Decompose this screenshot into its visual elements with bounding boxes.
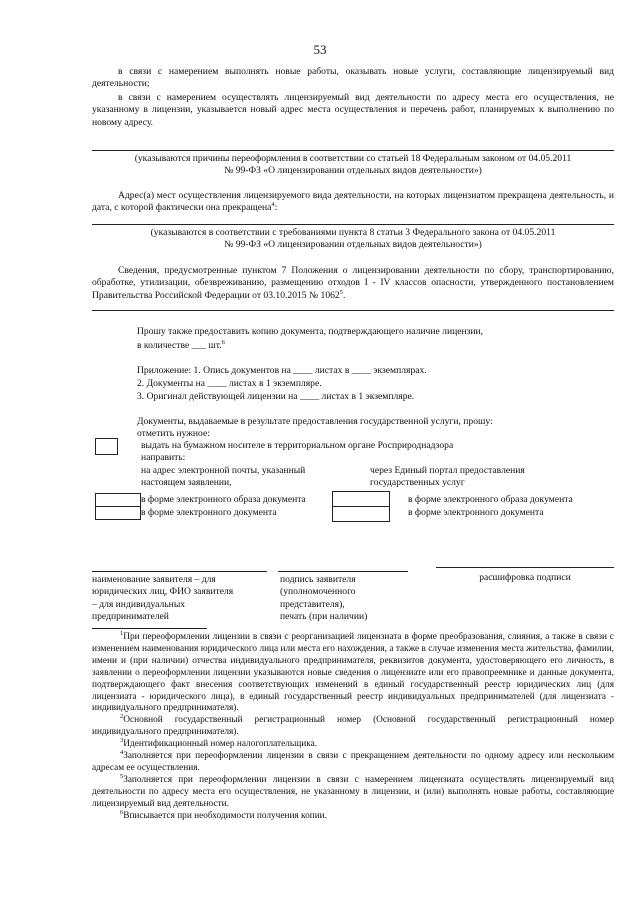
attachment-1: Приложение: 1. Опись документов на ____ листах в ____ экземплярах.	[137, 365, 427, 376]
footnote-6	[92, 808, 614, 823]
copy-request-qty: в количестве ___ шт.	[137, 340, 222, 351]
footnote-ref-6: 6	[221, 338, 225, 346]
delivery-intro: Документы, выдаваемые в результате предоставления государственной услуги, прошу:	[137, 416, 493, 427]
footnote-1	[92, 629, 614, 715]
box-divider	[333, 506, 389, 507]
caption-reasons	[92, 153, 614, 178]
portal-option-line-1: через Единый портал предоставления	[370, 465, 525, 476]
caption-reasons-line-2: № 99-ФЗ «О лицензировании отдельных видов деятельности»)	[224, 165, 482, 177]
intro-line-1: в связи с намерением выполнять новые работы, оказывать новые услуги, составляющие лицензируемый вид деятельности;	[92, 66, 614, 90]
footnote-separator	[92, 628, 207, 629]
portal-option-line-2: государственных услуг	[370, 477, 465, 488]
attachment-3: 3. Оригинал действующей лицензии на ____ листах в 1 экземпляре.	[137, 391, 415, 402]
caption-addresses	[92, 227, 614, 252]
intro-line-2: в связи с намерением осуществлять лицензируемый вид деятельности по адресу места его осуществления, не указанному в лицензии, указывается новый адрес места осуществления и перечень работ, планируемых к выполнению по новому адресу.	[92, 92, 614, 128]
caption-line: подпись заявителя	[280, 574, 356, 585]
delivery-mark-hint: отметить нужное:	[137, 428, 210, 439]
copy-request-line-2	[137, 340, 225, 352]
fill-line	[92, 150, 614, 151]
caption-line: представителя),	[280, 598, 345, 610]
email-image-option[interactable]: в форме электронного образа документа	[141, 494, 306, 505]
applicant-line	[92, 571, 267, 572]
addresses-text: Адрес(а) мест осуществления лицензируемого вида деятельности, на которых лицензиатом прекращена деятельность, и дата, с которой фактически она прекращена	[92, 190, 614, 214]
addresses-colon: :	[274, 202, 278, 214]
portal-options-box	[332, 491, 390, 522]
caption-line: юридических лиц, ФИО заявителя	[92, 586, 234, 598]
footnote-text: При переоформлении лицензии в связи с реорганизацией лицензиата в форме преобразования, слияния, а также в связи с изменением наименования юридического лица или места его нахождения, а также в случае изменения места жительства, фамилии, имени и (при наличии) отчества индивидуального предпринимателя, реквизитов документа, удостоверяющего его личность, в заявлении о переоформлении лицензии указываются новые сведения о лицензиате или его правопреемнике и данные документа, подтверждающего факт внесения соответствующих изменений в единый государственный реестр юридических лиц (для лицензиата - юридического лица), в единый государственный реестр индивидуальных предпринимателей (для лицензиата - индивидуального предпринимателя).	[92, 632, 614, 714]
footnote-4	[92, 748, 614, 775]
footnote-marker: 3	[120, 737, 124, 745]
email-doc-option[interactable]: в форме электронного документа	[141, 507, 277, 518]
waste-dot: .	[342, 289, 346, 301]
footnote-marker: 2	[120, 713, 124, 721]
transcript-line	[436, 567, 614, 568]
send-label: направить:	[141, 452, 186, 463]
footnote-marker: 4	[120, 748, 124, 756]
portal-doc-option[interactable]: в форме электронного документа	[408, 507, 544, 518]
footnote-2	[92, 715, 614, 739]
email-option-line-1: на адрес электронной почты, указанный	[141, 465, 306, 476]
footnote-marker: 1	[120, 629, 124, 637]
waste-text: Сведения, предусмотренные пунктом 7 Положения о лицензировании деятельности по сбору, транспортированию, обработке, утилизации, обезвреживанию, размещению отходов I - IV классов опасности, утвержденного постановлением Правительства Российской Федерации от 03.10.2015 № 1062	[92, 265, 614, 301]
transcript-caption: расшифровка подписи	[479, 572, 571, 583]
footnote-marker: 6	[120, 808, 124, 816]
caption-line: наименование заявителя – для	[92, 574, 216, 585]
copy-request-line-1: Прошу также предоставить копию документа, подтверждающего наличие лицензии,	[137, 326, 484, 337]
caption-line: – для индивидуальных	[92, 598, 186, 610]
footnote-5	[92, 772, 614, 811]
footnote-text: Заполняется при переоформлении лицензии в связи с намерением лицензиата осуществлять лицензируемый вид деятельности по адресу места его осуществления, не указанному в лицензии, и (или) выполнять новые работы, составляющие лицензируемый вид деятельности.	[92, 774, 614, 809]
paper-checkbox[interactable]	[95, 438, 118, 455]
footnote-marker: 5	[120, 772, 124, 780]
footnote-ref-5: 5	[339, 288, 343, 296]
page-number: 53	[313, 42, 327, 57]
caption-addresses-line-2: № 99-ФЗ «О лицензировании отдельных видов деятельности»)	[224, 239, 482, 251]
footnote-ref-4: 4	[271, 201, 275, 209]
footnote-text: Вписывается при необходимости получения копии.	[123, 810, 327, 821]
footnote-3	[92, 739, 614, 751]
waste-paragraph	[92, 265, 614, 302]
addresses-paragraph	[92, 190, 614, 215]
portal-image-option[interactable]: в форме электронного образа документа	[408, 494, 573, 505]
caption-line: предпринимателей	[92, 611, 169, 623]
attachment-2: 2. Документы на ____ листах в 1 экземпляре.	[137, 378, 322, 389]
email-options-box	[95, 493, 141, 520]
footnote-text: Идентификационный номер налогоплательщика.	[123, 739, 318, 750]
signature-caption	[280, 574, 408, 624]
footnote-text: Заполняется при переоформлении лицензии в связи с прекращением деятельности по одному адресу или нескольким адресам ее осуществления.	[92, 751, 614, 773]
fill-line	[92, 310, 614, 311]
caption-addresses-line-1: (указываются в соответствии с требованиями пункта 8 статьи 3 Федерального закона от 04.05.2011	[150, 227, 556, 238]
email-option-line-2: настоящем заявлении,	[141, 477, 232, 488]
fill-line	[92, 224, 614, 225]
caption-line: (уполномоченного	[280, 586, 356, 598]
applicant-name-caption	[92, 574, 262, 624]
caption-line: печать (при наличии)	[280, 611, 368, 623]
footnotes	[92, 629, 614, 823]
box-divider	[96, 506, 140, 507]
caption-reasons-line-1: (указываются причины переоформления в соответствии со статьей 18 Федеральным законом от 04.05.2011	[134, 153, 572, 164]
footnote-text: Основной государственный регистрационный номер (Основной государственный регистрационный номер индивидуального предпринимателя).	[92, 715, 614, 738]
paper-option-label: выдать на бумажном носителе в территориальном органе Росприроднадзора	[141, 440, 454, 451]
signature-line	[278, 571, 408, 572]
